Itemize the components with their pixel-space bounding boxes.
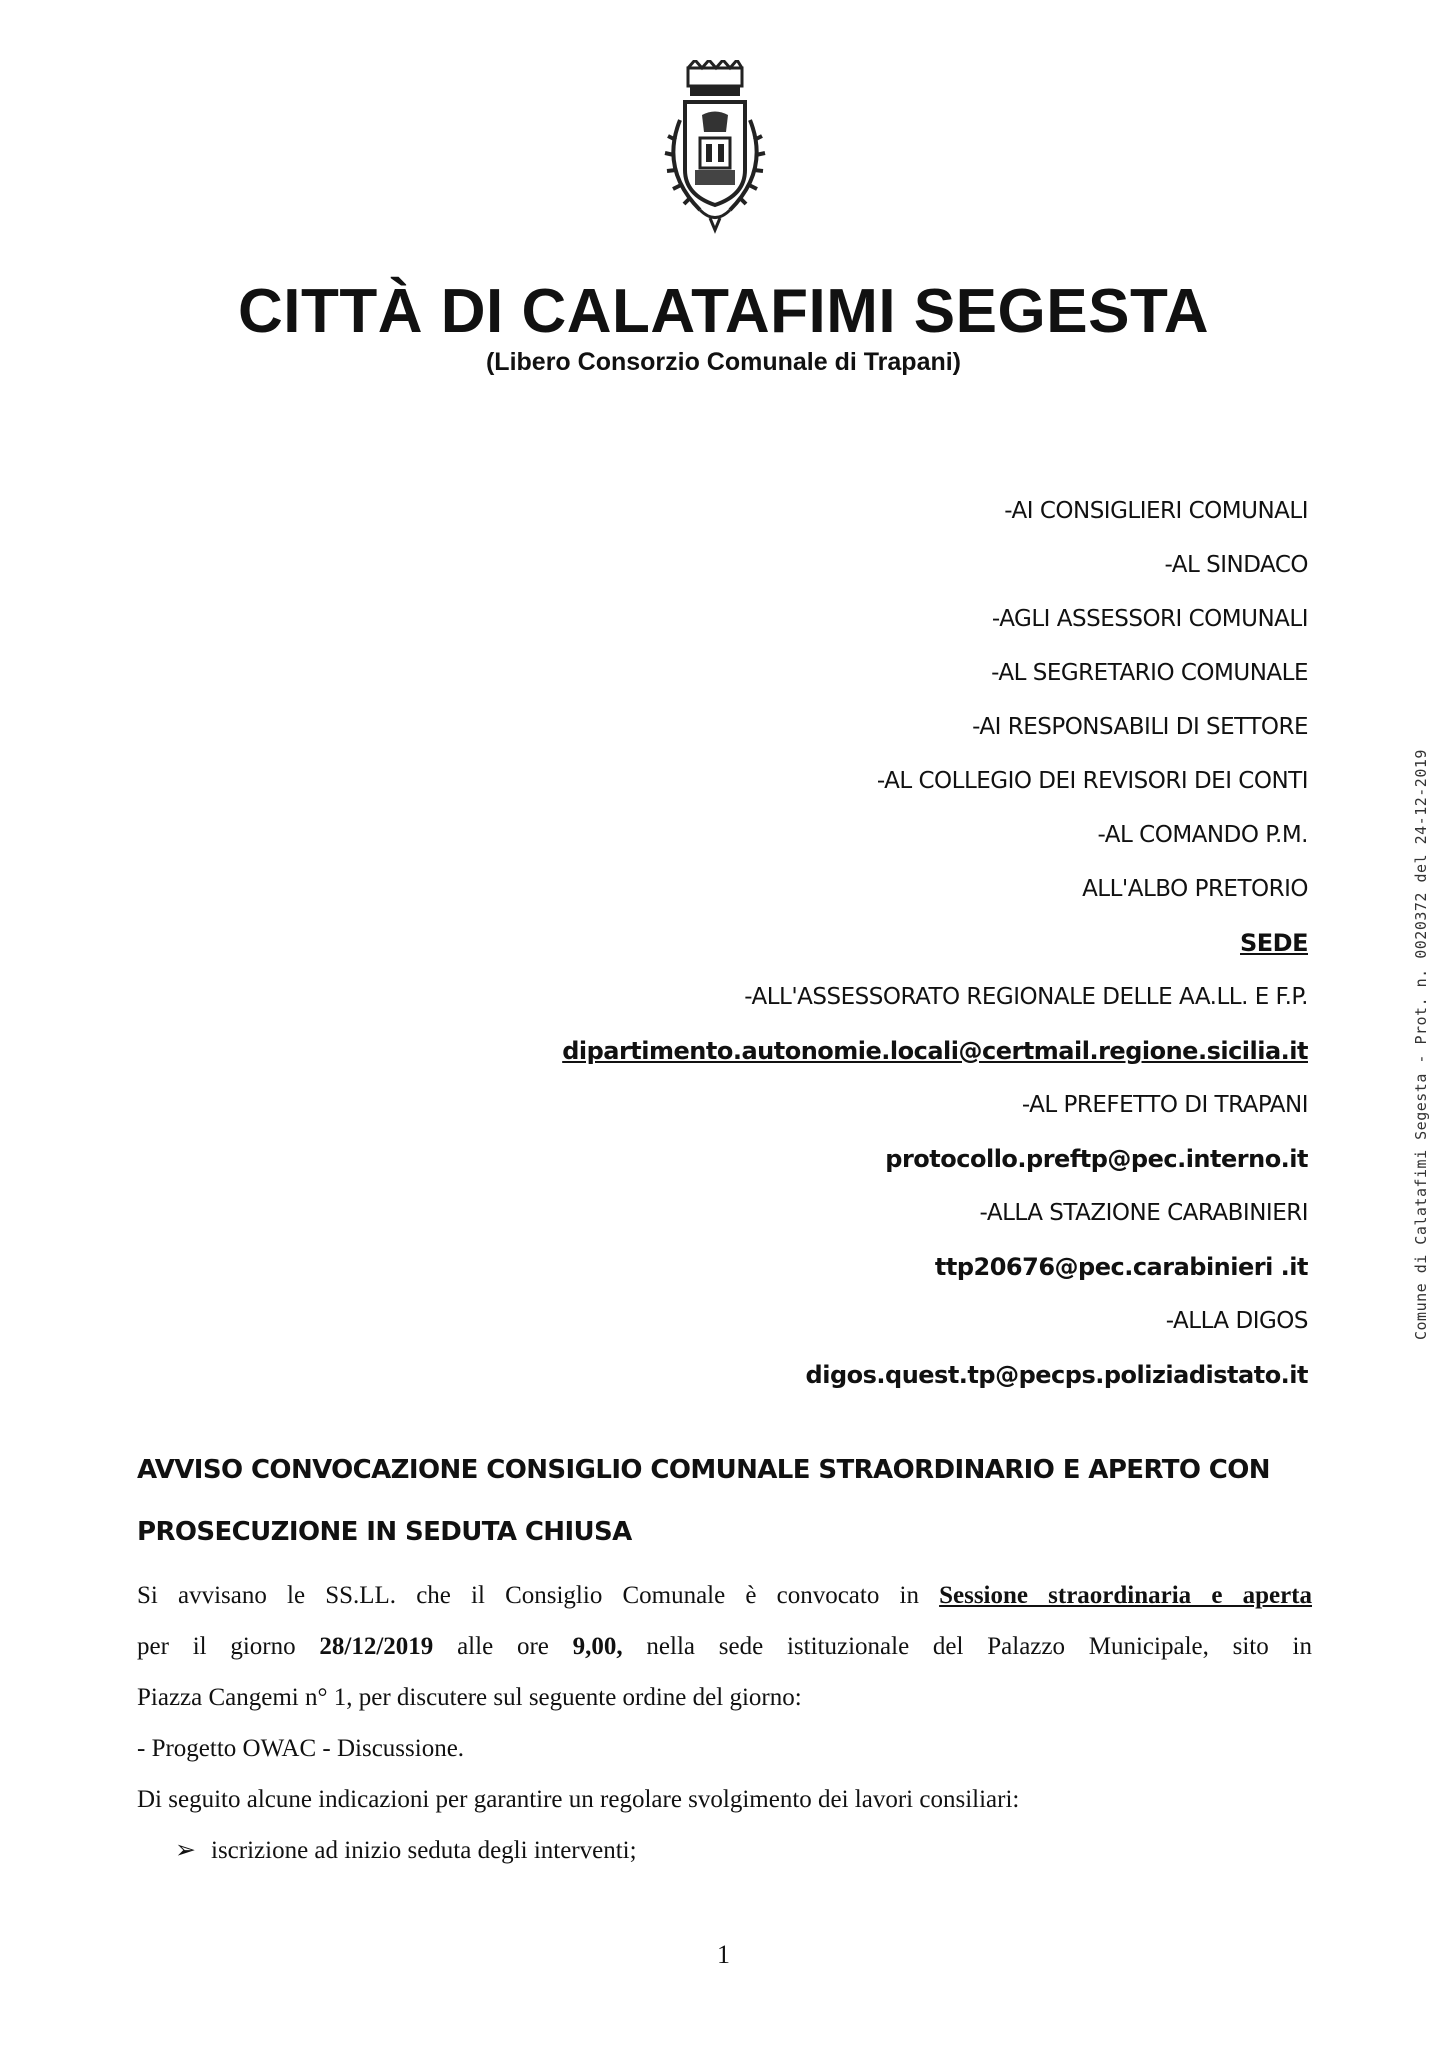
notice-text: alle ore [433, 1633, 573, 1660]
recipient-line: -ALLA STAZIONE CARABINIERI [979, 1200, 1308, 1226]
notice-paragraph [137, 1621, 1312, 1672]
recipient-email-link[interactable]: protocollo.preftp@pec.interno.it [885, 1145, 1308, 1173]
page-number: 1 [717, 1940, 730, 1969]
notice-heading-line1: AVVISO CONVOCAZIONE CONSIGLIO COMUNALE STRAORDINARIO E APERTO CON [137, 1455, 1270, 1485]
session-type: Sessione straordinaria e aperta [939, 1582, 1312, 1609]
recipient-line: -AL PREFETTO DI TRAPANI [1021, 1092, 1308, 1118]
recipient-line: -AL SINDACO [1164, 552, 1308, 578]
page-title: CITTÀ DI CALATAFIMI SEGESTA [238, 277, 1209, 346]
notice-text: per il giorno [137, 1633, 320, 1660]
recipient-line: ALL'ALBO PRETORIO [1082, 876, 1308, 902]
agenda-item: - Progetto OWAC - Discussione. [137, 1735, 465, 1762]
recipient-line: -ALL'ASSESSORATO REGIONALE DELLE AA.LL. E F.P. [744, 984, 1308, 1010]
recipient-line: -AL COLLEGIO DEI REVISORI DEI CONTI [876, 768, 1308, 794]
recipient-line: -AI RESPONSABILI DI SETTORE [972, 714, 1308, 740]
recipient-line: -AL SEGRETARIO COMUNALE [991, 660, 1308, 686]
notice-paragraph: Di seguito alcune indicazioni per garantire un regolare svolgimento dei lavori consiliari: [137, 1786, 1020, 1813]
recipient-email-link[interactable]: ttp20676@pec.carabinieri .it [934, 1253, 1308, 1281]
recipient-email-link[interactable]: dipartimento.autonomie.locali@certmail.regione.sicilia.it [562, 1037, 1308, 1065]
recipient-line: -AI CONSIGLIERI COMUNALI [1004, 498, 1308, 524]
notice-paragraph [137, 1570, 1312, 1621]
arrow-bullet-icon: ➢ [175, 1837, 196, 1864]
recipient-line: -ALLA DIGOS [1165, 1308, 1308, 1334]
list-item [137, 1825, 1312, 1876]
recipients-list [408, 484, 1308, 1402]
notice-text: nella sede istituzionale del Palazzo Municipale, sito in [622, 1633, 1312, 1660]
page-subtitle: (Libero Consorzio Comunale di Trapani) [485, 348, 962, 376]
recipient-email-link[interactable]: digos.quest.tp@pecps.poliziadistato.it [805, 1361, 1308, 1389]
meeting-time: 9,00, [572, 1633, 623, 1660]
meeting-date: 28/12/2019 [319, 1633, 434, 1660]
municipal-coat-of-arms-icon [640, 60, 790, 240]
notice-paragraph: Piazza Cangemi n° 1, per discutere sul seguente ordine del giorno: [137, 1684, 802, 1711]
list-item-text: iscrizione ad inizio seduta degli interventi; [211, 1837, 637, 1864]
recipient-line-sede: SEDE [1240, 929, 1308, 957]
notice-text: Si avvisano le SS.LL. che il Consiglio Comunale è convocato in [137, 1582, 940, 1609]
recipient-line: -AGLI ASSESSORI COMUNALI [991, 606, 1308, 632]
protocol-stamp: Comune di Calatafimi Segesta - Prot. n. 0020372 del 24-12-2019 [1412, 749, 1430, 1340]
notice-heading-line2: PROSECUZIONE IN SEDUTA CHIUSA [137, 1517, 632, 1547]
notice-body [137, 1570, 1312, 1876]
recipient-line: -AL COMANDO P.M. [1097, 822, 1308, 848]
